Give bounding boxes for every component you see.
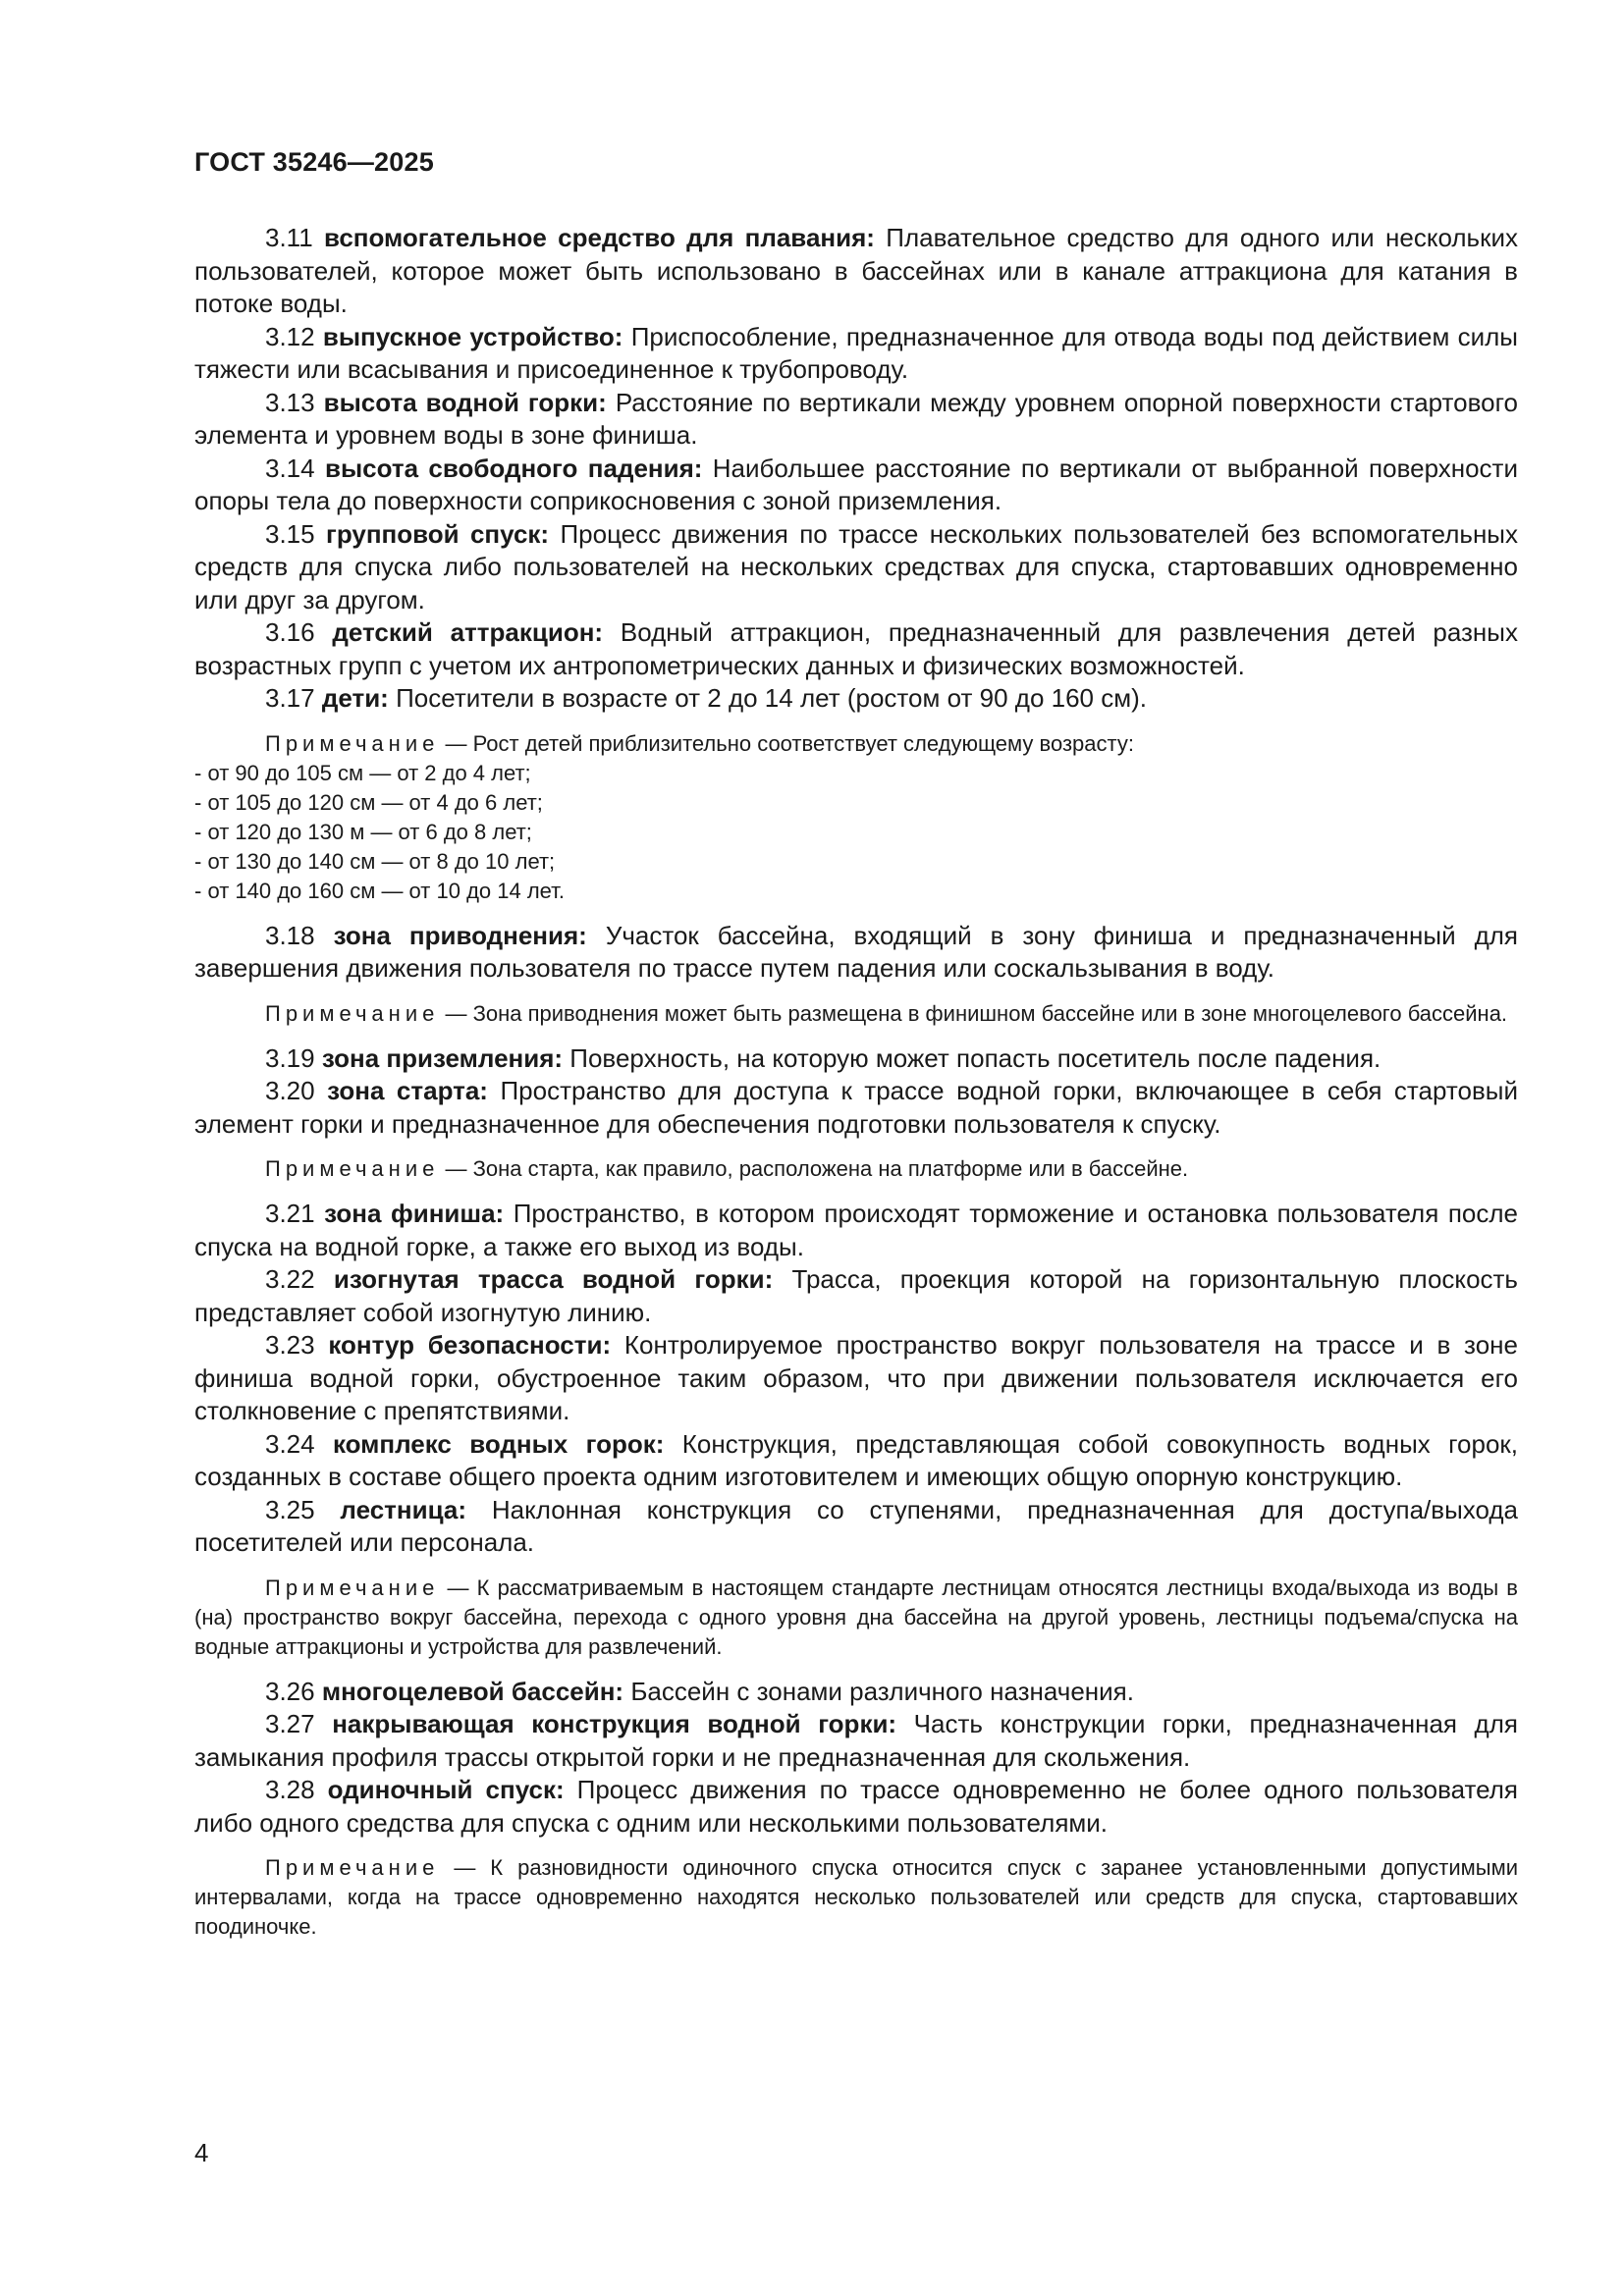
term-definition: Поверхность, на которую может попасть посетитель после падения. — [569, 1042, 1381, 1073]
term-3-12 — [194, 321, 1518, 387]
term-definition: Пространство для доступа к трассе водной горки, включающее в себя стартовый элемент горки и предназначенное для обеспечения подготовки пользователя к спуску. — [194, 1076, 1518, 1139]
term-definition: Посетители в возрасте от 2 до 14 лет (ростом от 90 до 160 см). — [396, 683, 1147, 713]
term-3-17 — [194, 682, 1518, 716]
term-title: дети: — [321, 683, 389, 713]
note-3-28 — [194, 1853, 1518, 1942]
note-label: Примечание — [265, 1575, 440, 1600]
term-title: высота свободного падения: — [324, 453, 703, 483]
term-3-27 — [194, 1708, 1518, 1774]
term-3-13 — [194, 387, 1518, 453]
term-title: лестница: — [340, 1494, 467, 1524]
term-title: одиночный спуск: — [327, 1775, 565, 1804]
term-title: зона приземления: — [321, 1042, 564, 1073]
term-title: зона приводнения: — [333, 920, 587, 950]
term-number: 3.11 — [265, 223, 313, 252]
note-list-item: - от 90 до 105 см — от 2 до 4 лет; — [194, 760, 531, 785]
note-3-25 — [194, 1574, 1518, 1662]
term-definition: Наклонная конструкция со ступенями, предназначенная для доступа/выхода посетителей или персонала. — [194, 1494, 1518, 1557]
term-number: 3.28 — [265, 1775, 315, 1804]
term-3-26 — [194, 1676, 1518, 1709]
term-3-18 — [194, 920, 1518, 986]
term-title: контур безопасности: — [328, 1330, 612, 1360]
term-number: 3.12 — [265, 321, 315, 351]
term-title: накрывающая конструкция водной горки: — [332, 1709, 897, 1738]
term-definition: Конструкция, представляющая собой совокупность водных горок, созданных в составе общего проекта одним изготовителем и имеющих общую опорную конструкцию. — [194, 1428, 1518, 1491]
note-list-item: - от 105 до 120 см — от 4 до 6 лет; — [194, 789, 543, 815]
term-number: 3.14 — [265, 453, 315, 483]
note-3-18 — [194, 999, 1518, 1029]
term-number: 3.25 — [265, 1494, 315, 1524]
term-number: 3.17 — [265, 683, 315, 713]
page-number: 4 — [194, 2138, 209, 2167]
term-definition: Процесс движения по трассе одновременно не более одного пользователя либо одного средства для спуска с одним или несколькими пользователями. — [194, 1775, 1518, 1838]
term-definition: Наибольшее расстояние по вертикали от выбранной поверхности опоры тела до поверхности соприкосновения с зоной приземления. — [194, 453, 1518, 515]
term-3-14 — [194, 453, 1518, 518]
term-number: 3.24 — [265, 1428, 315, 1459]
term-definition: Бассейн с зонами различного назначения. — [630, 1676, 1134, 1706]
note-text: — К рассматриваемым в настоящем стандарте лестницам относятся лестницы входа/выхода из воды в (на) пространство вокруг бассейна, перехода с одного уровня дна бассейна на другой уровень, лестницы подъема/спуска на водные аттракционы и устройства для развлечений. — [194, 1575, 1518, 1659]
term-3-19 — [194, 1042, 1518, 1076]
term-3-21 — [194, 1198, 1518, 1263]
note-list-item: - от 130 до 140 см — от 8 до 10 лет; — [194, 848, 556, 874]
term-title: изогнутая трасса водной горки: — [333, 1264, 774, 1294]
term-definition: Пространство, в котором происходят торможение и остановка пользователя после спуска на водной горке, а также его выход из воды. — [194, 1199, 1518, 1261]
note-list-item: - от 140 до 160 см — от 10 до 14 лет. — [194, 878, 565, 903]
term-3-16 — [194, 616, 1518, 682]
term-definition: Расстояние по вертикали между уровнем опорной поверхности стартового элемента и уровнем воды в зоне финиша. — [194, 387, 1518, 450]
term-title: высота водной горки: — [323, 387, 607, 417]
term-definition: Трасса, проекция которой на горизонтальную плоскость представляет собой изогнутую линию. — [194, 1264, 1518, 1327]
note-text: — Зона приводнения может быть размещена в финишном бассейне или в зоне многоцелевого бассейна. — [445, 1000, 1508, 1026]
term-definition: Приспособление, предназначенное для отвода воды под действием силы тяжести или всасывания и присоединенное к трубопроводу. — [194, 321, 1518, 384]
term-title: зона финиша: — [324, 1199, 505, 1228]
note-text: — К разновидности одиночного спуска относится спуск с заранее установленными допустимыми интервалами, когда на трассе одновременно находятся несколько пользователей или средств для спуска, стартовавших поодиночке. — [194, 1855, 1518, 1939]
term-title: групповой спуск: — [325, 518, 550, 549]
term-number: 3.22 — [265, 1264, 315, 1294]
note-label: Примечание — [265, 1156, 440, 1181]
term-title: комплекс водных горок: — [332, 1428, 665, 1459]
term-number: 3.20 — [265, 1076, 315, 1105]
term-definition: Водный аттракцион, предназначенный для развлечения детей разных возрастных групп с учетом их антропометрических данных и физических возможностей. — [194, 617, 1518, 680]
term-definition: Контролируемое пространство вокруг пользователя на трассе и в зоне финиша водной горки, обустроенное таким образом, что при движении пользователя исключается его столкновение с препятствиями. — [194, 1330, 1518, 1425]
term-title: многоцелевой бассейн: — [321, 1676, 624, 1706]
term-number: 3.18 — [265, 920, 315, 950]
term-title: выпускное устройство: — [322, 321, 623, 351]
term-3-15 — [194, 518, 1518, 617]
term-number: 3.27 — [265, 1709, 315, 1738]
term-number: 3.23 — [265, 1330, 315, 1360]
term-3-24 — [194, 1428, 1518, 1494]
term-3-11 — [194, 222, 1518, 321]
note-3-20 — [194, 1154, 1518, 1184]
term-definition: Участок бассейна, входящий в зону финиша и предназначенный для завершения движения пользователя по трассе путем падения или соскальзывания в воду. — [194, 920, 1518, 983]
term-number: 3.16 — [265, 617, 315, 647]
note-3-17 — [194, 729, 1518, 906]
note-label: Примечание — [265, 1855, 440, 1880]
term-number: 3.19 — [265, 1042, 315, 1073]
note-list-item: - от 120 до 130 м — от 6 до 8 лет; — [194, 819, 532, 844]
term-definition: Часть конструкции горки, предназначенная для замыкания профиля трассы открытой горки и не предназначенная для скольжения. — [194, 1709, 1518, 1772]
term-number: 3.26 — [265, 1676, 315, 1706]
term-3-22 — [194, 1263, 1518, 1329]
term-definition: Процесс движения по трассе нескольких пользователей без вспомогательных средств для спуска либо пользователей на нескольких средствах для спуска, стартовавших одновременно или друг за другом. — [194, 518, 1518, 614]
term-3-20 — [194, 1075, 1518, 1141]
term-number: 3.21 — [265, 1199, 315, 1228]
term-definition: Плавательное средство для одного или нескольких пользователей, которое может быть использовано в бассейнах или в канале аттракциона для катания в потоке воды. — [194, 223, 1518, 318]
page-header-standard: ГОСТ 35246—2025 — [194, 147, 434, 177]
term-3-28 — [194, 1774, 1518, 1840]
term-3-23 — [194, 1329, 1518, 1428]
note-text: — Рост детей приблизительно соответствует следующему возрасту: — [445, 730, 1134, 756]
term-title: зона старта: — [327, 1076, 488, 1105]
note-label: Примечание — [265, 1000, 440, 1026]
term-title: детский аттракцион: — [332, 617, 604, 647]
term-3-25 — [194, 1494, 1518, 1560]
document-body — [194, 222, 1518, 1955]
term-number: 3.15 — [265, 518, 315, 549]
term-number: 3.13 — [265, 387, 315, 417]
term-title: вспомогательное средство для плавания: — [324, 223, 875, 252]
note-label: Примечание — [265, 730, 440, 756]
note-text: — Зона старта, как правило, расположена на платформе или в бассейне. — [445, 1156, 1189, 1181]
